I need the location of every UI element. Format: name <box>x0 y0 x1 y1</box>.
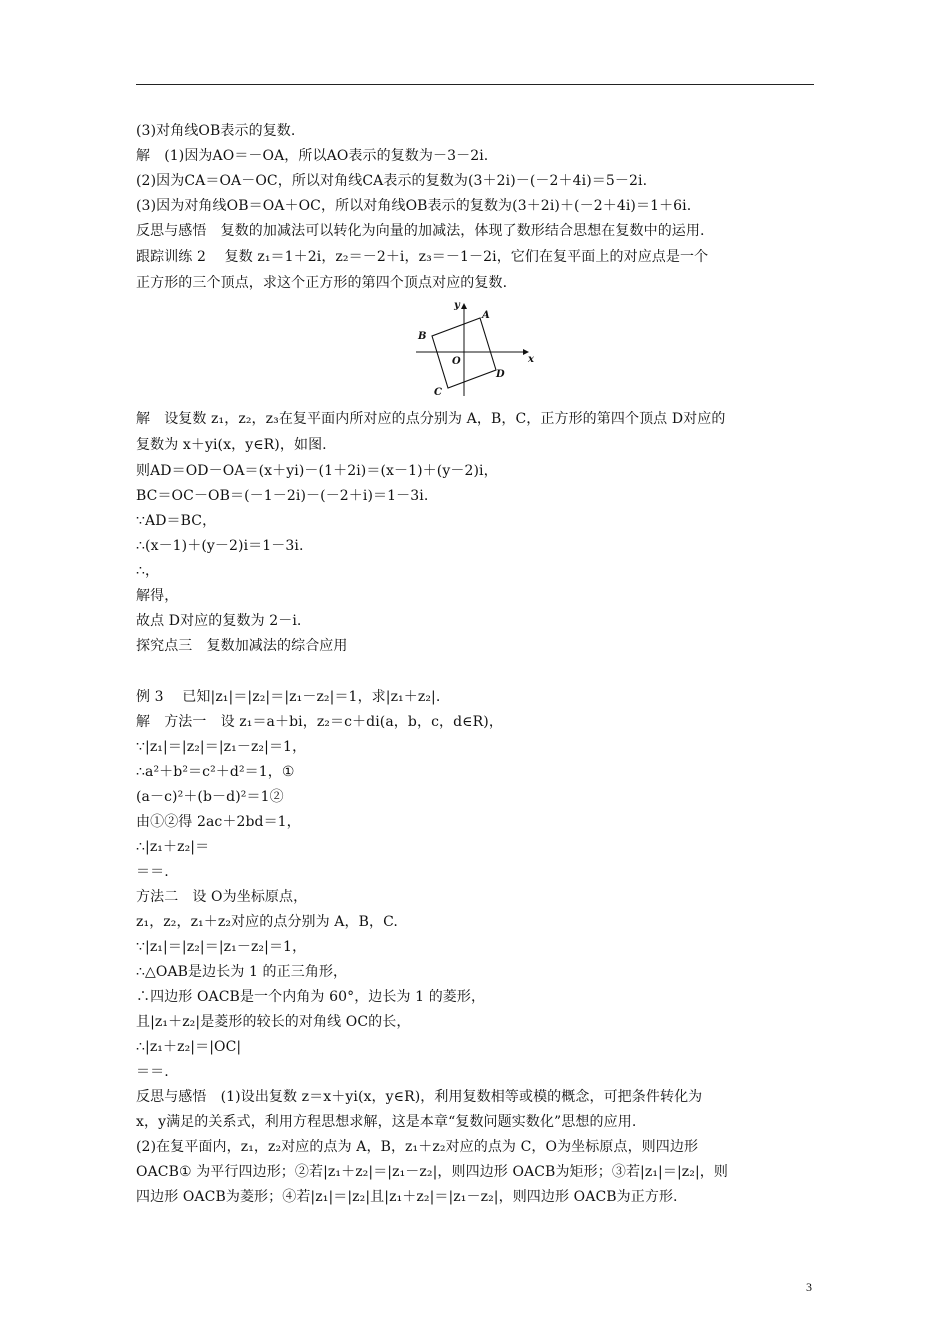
text-line: 则AD＝OD－OA＝(x＋yi)－(1＋2i)＝(x－1)＋(y－2)i， <box>136 463 498 479</box>
text-line: ∵AD＝BC， <box>136 513 217 529</box>
square-complex-plane-figure <box>410 296 538 400</box>
text-line: 故点 D对应的复数为 2－i. <box>136 613 302 629</box>
text-line: (a－c)²＋(b－d)²＝1② <box>136 789 284 805</box>
text-line: ＝＝. <box>136 1064 169 1080</box>
text-line: 四边形 OACB为菱形；④若|z₁|＝|z₂|且|z₁＋z₂|＝|z₁－z₂|，则四边形 OACB为正方形. <box>136 1189 678 1205</box>
text-line: 解 设复数 z₁，z₂，z₃在复平面内所对应的点分别为 A，B，C，正方形的第四个顶点 D对应的 <box>136 411 726 427</box>
text-line: 正方形的三个顶点，求这个正方形的第四个顶点对应的复数. <box>136 275 508 291</box>
text-line: ＝＝. <box>136 864 169 880</box>
text-line: (2)因为CA＝OA－OC，所以对角线CA表示的复数为(3＋2i)－(－2＋4i)＝5－2i. <box>136 173 648 189</box>
text-line: ∴|z₁＋z₂|＝|OC| <box>136 1039 242 1055</box>
text-line: 解 方法一 设 z₁＝a＋bi，z₂＝c＋di(a，b，c，d∈R)， <box>136 714 503 730</box>
text-line: 跟踪训练 2 复数 z₁＝1＋2i，z₂＝－2＋i，z₃＝－1－2i，它们在复平面上的对应点是一个 <box>136 249 709 265</box>
text-line: (3)对角线OB表示的复数. <box>136 123 296 139</box>
text-line: 由①②得 2ac＋2bd＝1， <box>136 814 301 830</box>
text-line: ∵|z₁|＝|z₂|＝|z₁－z₂|＝1， <box>136 739 307 755</box>
point-label-b: B <box>418 331 427 342</box>
point-label-d: D <box>496 369 505 380</box>
text-line: ∴|z₁＋z₂|＝ <box>136 839 210 855</box>
header-rule <box>136 84 814 85</box>
text-line: z₁，z₂，z₁＋z₂对应的点分别为 A，B，C. <box>136 914 398 930</box>
text-line: 反思与感悟 (1)设出复数 z＝x＋yi(x，y∈R)，利用复数相等或模的概念，可把条件转化为 <box>136 1089 703 1105</box>
x-axis-label: x <box>528 354 534 365</box>
text-line: (2)在复平面内，z₁，z₂对应的点为 A，B，z₁＋z₂对应的点为 C，O为坐标原点，则四边形 <box>136 1139 699 1155</box>
origin-label: O <box>452 356 461 367</box>
point-label-a: A <box>482 310 490 321</box>
text-line: ∴， <box>136 563 160 579</box>
text-line: 解得， <box>136 588 179 604</box>
text-line: ∴(x－1)＋(y－2)i＝1－3i. <box>136 538 304 554</box>
text-line: ∵|z₁|＝|z₂|＝|z₁－z₂|＝1， <box>136 939 307 955</box>
page-number: 3 <box>806 1280 812 1294</box>
y-axis-label: y <box>454 300 460 311</box>
section-heading: 探究点三 复数加减法的综合应用 <box>136 638 348 654</box>
text-line: OACB① 为平行四边形；②若|z₁＋z₂|＝|z₁－z₂|，则四边形 OACB为矩形；③若|z₁|＝|z₂|，则 <box>136 1164 728 1180</box>
text-line: ∴△OAB是边长为 1 的正三角形， <box>136 964 348 980</box>
example-heading: 例 3 已知|z₁|＝|z₂|＝|z₁－z₂|＝1，求|z₁＋z₂|. <box>136 689 441 705</box>
text-line: BC＝OC－OB＝(－1－2i)－(－2＋i)＝1－3i. <box>136 488 429 504</box>
text-line: 方法二 设 O为坐标原点， <box>136 889 308 905</box>
point-label-c: C <box>434 387 442 398</box>
text-line: 复数为 x＋yi(x，y∈R)，如图. <box>136 437 327 453</box>
text-line: x，y满足的关系式，利用方程思想求解，这是本章“复数问题实数化”思想的应用. <box>136 1114 637 1130</box>
text-line: ∴a²＋b²＝c²＋d²＝1，① <box>136 764 295 780</box>
text-line: ∴四边形 OACB是一个内角为 60°，边长为 1 的菱形， <box>136 989 486 1005</box>
figure-svg <box>410 296 538 400</box>
text-line: 反思与感悟 复数的加减法可以转化为向量的加减法，体现了数形结合思想在复数中的运用. <box>136 223 705 239</box>
text-line: 且|z₁＋z₂|是菱形的较长的对角线 OC的长， <box>136 1014 411 1030</box>
text-line: (3)因为对角线OB＝OA＋OC，所以对角线OB表示的复数为(3＋2i)＋(－2＋4i)＝1＋6i. <box>136 198 692 214</box>
text-line: 解 (1)因为AO＝－OA，所以AO表示的复数为－3－2i. <box>136 148 489 164</box>
